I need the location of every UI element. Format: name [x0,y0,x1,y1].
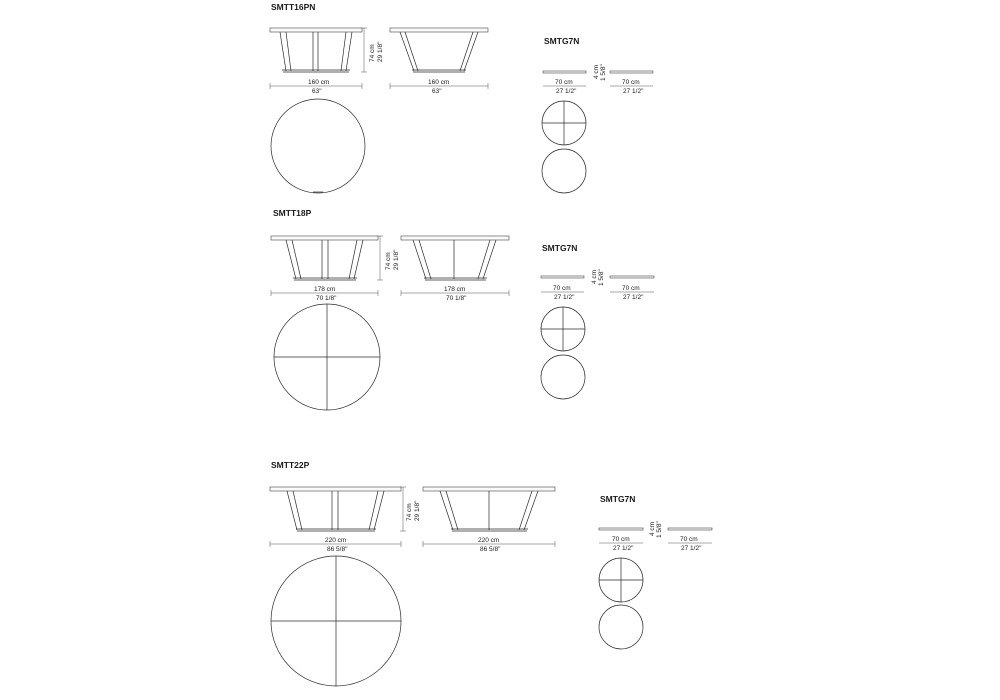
table-group-smtt16pn [270,2,488,193]
lazy-susan-elevation-side [610,71,653,73]
svg-text:70 cm: 70 cm [555,79,573,86]
lazy-susan-height-dimension [593,64,607,81]
width-cm-label: 220 cm [478,537,500,544]
lazy-susan-plan-plain [541,355,585,399]
svg-text:70 cm: 70 cm [553,285,571,292]
lazy-susan-plan-quartered [599,558,643,602]
lazy-susan-plan-plain [599,605,643,649]
svg-text:27 1/2": 27 1/2" [623,88,644,95]
height-dimension [400,487,421,531]
width-dimension-front [270,79,362,95]
svg-text:4 cm: 4 cm [591,269,598,284]
lazy-susan-elevation [599,528,643,530]
width-cm-label: 178 cm [314,286,336,293]
svg-text:4 cm: 4 cm [593,64,600,79]
width-dimension-front [271,286,378,302]
lazy-susan-plan-quartered [541,307,585,351]
table-elevation-side [390,28,488,72]
svg-text:70 cm: 70 cm [622,79,640,86]
width-dimension-side [423,537,555,553]
height-in-label: 29 1/8" [393,249,400,270]
width-dimension-front [270,537,401,553]
height-cm-label: 74 cm [385,252,392,270]
lazy-susan-group-2 [541,243,654,399]
table-elevation-front [270,487,401,531]
lazy-susan-width-dimension [541,285,654,301]
height-dimension [377,236,400,280]
svg-text:70 cm: 70 cm [622,285,640,292]
lazy-susan-code: SMTG7N [542,243,578,253]
svg-text:27 1/2": 27 1/2" [554,294,575,301]
lazy-susan-plan-quartered [542,101,586,145]
width-dimension-side [401,286,509,302]
svg-text:1 5/8": 1 5/8" [600,64,607,81]
width-in-label: 63" [432,88,442,95]
width-in-label: 70 1/8" [316,295,337,302]
table-elevation-side [401,236,509,280]
lazy-susan-group-3 [599,494,712,649]
svg-text:27 1/2": 27 1/2" [681,545,702,552]
svg-text:1 5/8": 1 5/8" [598,269,605,286]
width-cm-label: 160 cm [308,79,330,86]
lazy-susan-elevation [543,71,586,73]
svg-text:4 cm: 4 cm [649,521,656,536]
svg-text:27 1/2": 27 1/2" [613,545,634,552]
lazy-susan-plan-plain [542,149,586,193]
table-group-smtt22p [270,460,555,686]
product-code: SMTT18P [273,208,312,218]
lazy-susan-code: SMTG7N [600,494,636,504]
lazy-susan-elevation-side [610,276,654,278]
product-code: SMTT16PN [271,2,316,12]
height-cm-label: 74 cm [406,503,413,521]
height-in-label: 29 1/8" [377,41,384,62]
svg-text:27 1/2": 27 1/2" [556,88,577,95]
product-code: SMTT22P [271,460,310,470]
width-dimension-side [390,79,488,95]
lazy-susan-elevation-side [668,528,712,530]
height-in-label: 29 1/8" [414,500,421,521]
svg-text:70 cm: 70 cm [612,536,630,543]
lazy-susan-elevation [541,276,584,278]
table-elevation-front [270,28,362,72]
height-dimension [361,28,384,72]
width-in-label: 63" [312,88,322,95]
lazy-susan-height-dimension [591,269,605,286]
table-plan-view [271,556,401,686]
lazy-susan-width-dimension [543,79,653,95]
width-cm-label: 220 cm [325,537,347,544]
table-plan-view [271,99,365,193]
lazy-susan-height-dimension [649,521,663,538]
width-cm-label: 160 cm [428,79,450,86]
width-cm-label: 178 cm [444,286,466,293]
svg-text:1 5/8": 1 5/8" [656,521,663,538]
width-in-label: 86 5/8" [480,546,501,553]
lazy-susan-group-1 [542,36,653,193]
lazy-susan-code: SMTG7N [544,36,580,46]
table-elevation-front [271,236,378,280]
table-elevation-side [423,487,555,531]
svg-text:70 cm: 70 cm [680,536,698,543]
width-in-label: 86 5/8" [327,546,348,553]
svg-text:27 1/2": 27 1/2" [623,294,644,301]
table-group-smtt18p [271,208,509,410]
table-plan-view [274,304,380,410]
width-in-label: 70 1/8" [446,295,467,302]
height-cm-label: 74 cm [369,44,376,62]
